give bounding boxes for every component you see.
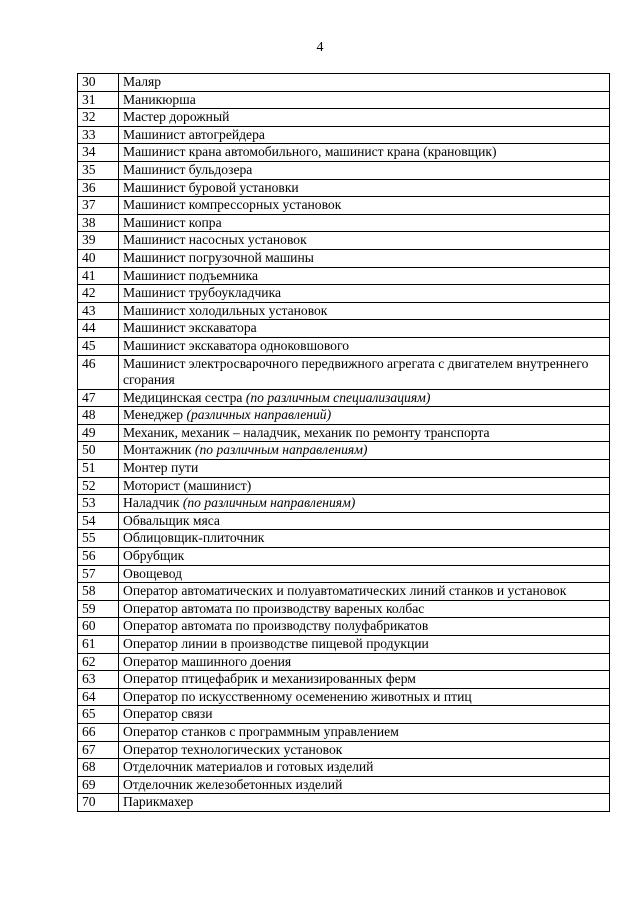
table-row xyxy=(78,600,610,618)
profession-name: Машинист экскаватора xyxy=(123,320,257,336)
profession-cell xyxy=(119,688,610,706)
profession-cell xyxy=(119,477,610,495)
table-row xyxy=(78,267,610,285)
row-number: 59 xyxy=(78,600,119,618)
table-row xyxy=(78,460,610,478)
table-row xyxy=(78,741,610,759)
table-row xyxy=(78,548,610,566)
profession-cell xyxy=(119,653,610,671)
table-row xyxy=(78,636,610,654)
table-row xyxy=(78,197,610,215)
row-number: 52 xyxy=(78,477,119,495)
profession-name: Маляр xyxy=(123,74,162,89)
row-number: 39 xyxy=(78,232,119,250)
row-number: 30 xyxy=(78,74,119,92)
profession-name: Оператор по искусственному осеменению животных и птиц xyxy=(123,688,472,704)
table-row xyxy=(78,495,610,513)
row-number: 35 xyxy=(78,161,119,179)
row-number: 68 xyxy=(78,759,119,777)
row-number: 43 xyxy=(78,302,119,320)
profession-cell xyxy=(119,530,610,548)
profession-cell xyxy=(119,285,610,303)
profession-name: Механик, механик – наладчик, механик по ремонту транспорта xyxy=(123,424,490,440)
profession-name: Машинист подъемника xyxy=(123,267,259,283)
profession-name: Машинист буровой установки xyxy=(123,179,299,195)
profession-cell xyxy=(119,759,610,777)
row-number: 41 xyxy=(78,267,119,285)
row-number: 64 xyxy=(78,688,119,706)
row-number: 44 xyxy=(78,320,119,338)
table-row xyxy=(78,424,610,442)
profession-name: Облицовщик-плиточник xyxy=(123,530,265,546)
page-number: 4 xyxy=(316,40,324,55)
table-row xyxy=(78,144,610,162)
table-row xyxy=(78,442,610,460)
row-number: 62 xyxy=(78,653,119,671)
row-number: 53 xyxy=(78,495,119,513)
table-row xyxy=(78,671,610,689)
profession-note: (различных направлений) xyxy=(186,407,332,423)
row-number: 34 xyxy=(78,144,119,162)
table-row xyxy=(78,285,610,303)
row-number: 60 xyxy=(78,618,119,636)
row-number: 49 xyxy=(78,424,119,442)
table-row xyxy=(78,355,610,389)
profession-name: Машинист копра xyxy=(123,214,222,230)
row-number: 65 xyxy=(78,706,119,724)
profession-name: Моторист (машинист) xyxy=(123,477,252,493)
profession-name: Обвальщик мяса xyxy=(123,512,220,528)
profession-cell xyxy=(119,723,610,741)
profession-note: (по различным направлениям) xyxy=(194,442,368,458)
table-row xyxy=(78,126,610,144)
profession-name: Монтажник xyxy=(123,442,192,458)
profession-cell xyxy=(119,565,610,583)
profession-name: Оператор технологических установок xyxy=(123,741,343,757)
profession-name: Машинист компрессорных установок xyxy=(123,197,342,213)
row-number: 70 xyxy=(78,794,119,812)
row-number: 54 xyxy=(78,512,119,530)
profession-cell xyxy=(119,671,610,689)
profession-name: Обрубщик xyxy=(123,548,185,564)
table-row xyxy=(78,249,610,267)
table-row xyxy=(78,161,610,179)
row-number: 50 xyxy=(78,442,119,460)
row-number: 69 xyxy=(78,776,119,794)
profession-cell xyxy=(119,407,610,425)
row-number: 56 xyxy=(78,548,119,566)
table-row xyxy=(78,109,610,127)
profession-cell xyxy=(119,424,610,442)
profession-name: Машинист автогрейдера xyxy=(123,126,265,142)
profession-cell xyxy=(119,267,610,285)
profession-cell xyxy=(119,144,610,162)
profession-cell xyxy=(119,320,610,338)
profession-cell xyxy=(119,179,610,197)
profession-cell xyxy=(119,636,610,654)
profession-cell xyxy=(119,197,610,215)
profession-note: (по различным специализациям) xyxy=(245,389,431,405)
row-number: 63 xyxy=(78,671,119,689)
profession-cell xyxy=(119,302,610,320)
row-number: 61 xyxy=(78,636,119,654)
table-row xyxy=(78,759,610,777)
table-row xyxy=(78,776,610,794)
profession-name: Машинист холодильных установок xyxy=(123,302,328,318)
table-row xyxy=(78,794,610,812)
table-row xyxy=(78,337,610,355)
row-number: 40 xyxy=(78,249,119,267)
profession-name: Оператор станков с программным управлением xyxy=(123,723,399,739)
profession-cell xyxy=(119,337,610,355)
table-row xyxy=(78,477,610,495)
profession-cell xyxy=(119,389,610,407)
row-number: 38 xyxy=(78,214,119,232)
profession-cell xyxy=(119,74,610,92)
profession-cell xyxy=(119,548,610,566)
row-number: 57 xyxy=(78,565,119,583)
row-number: 37 xyxy=(78,197,119,215)
table-row xyxy=(78,512,610,530)
table-row xyxy=(78,706,610,724)
row-number: 51 xyxy=(78,460,119,478)
profession-name: Оператор птицефабрик и механизированных ферм xyxy=(123,671,416,687)
profession-name: Отделочник материалов и готовых изделий xyxy=(123,759,374,775)
profession-name: Маникюрша xyxy=(123,91,196,107)
profession-cell xyxy=(119,460,610,478)
profession-cell xyxy=(119,618,610,636)
profession-name: Парикмахер xyxy=(123,794,194,810)
row-number: 31 xyxy=(78,91,119,109)
row-number: 66 xyxy=(78,723,119,741)
profession-cell xyxy=(119,600,610,618)
profession-name: Машинист погрузочной машины xyxy=(123,249,314,265)
row-number: 47 xyxy=(78,389,119,407)
profession-table xyxy=(77,73,610,812)
profession-name: Менеджер xyxy=(123,407,184,423)
row-number: 32 xyxy=(78,109,119,127)
profession-cell xyxy=(119,794,610,812)
profession-name: Машинист трубоукладчика xyxy=(123,285,282,301)
profession-name: Мастер дорожный xyxy=(123,109,230,125)
profession-cell xyxy=(119,232,610,250)
profession-note: (по различным направлениям) xyxy=(182,495,356,511)
table-row xyxy=(78,565,610,583)
table-row xyxy=(78,583,610,601)
profession-cell xyxy=(119,706,610,724)
profession-cell xyxy=(119,161,610,179)
row-number: 67 xyxy=(78,741,119,759)
profession-name: Машинист электросварочного передвижного агрегата с двигателем внутреннего сгорания xyxy=(123,355,589,388)
row-number: 36 xyxy=(78,179,119,197)
table-row xyxy=(78,688,610,706)
profession-name: Машинист насосных установок xyxy=(123,232,307,248)
profession-name: Оператор связи xyxy=(123,706,213,722)
row-number: 58 xyxy=(78,583,119,601)
profession-cell xyxy=(119,109,610,127)
profession-cell xyxy=(119,214,610,232)
table-row xyxy=(78,320,610,338)
table-row xyxy=(78,407,610,425)
profession-cell xyxy=(119,126,610,144)
table-row xyxy=(78,179,610,197)
profession-name: Монтер пути xyxy=(123,460,199,476)
profession-cell xyxy=(119,776,610,794)
table-row xyxy=(78,302,610,320)
profession-name: Оператор автомата по производству полуфабрикатов xyxy=(123,618,429,634)
profession-table-body xyxy=(78,74,610,812)
row-number: 48 xyxy=(78,407,119,425)
row-number: 42 xyxy=(78,285,119,303)
profession-cell xyxy=(119,355,610,389)
profession-cell xyxy=(119,741,610,759)
table-row xyxy=(78,723,610,741)
row-number: 33 xyxy=(78,126,119,144)
profession-name: Медицинская сестра xyxy=(123,389,243,405)
table-row xyxy=(78,214,610,232)
table-row xyxy=(78,389,610,407)
profession-cell xyxy=(119,495,610,513)
profession-cell xyxy=(119,512,610,530)
profession-name: Машинист бульдозера xyxy=(123,161,253,177)
profession-name: Машинист крана автомобильного, машинист крана (крановщик) xyxy=(123,144,497,160)
profession-cell xyxy=(119,91,610,109)
table-row xyxy=(78,91,610,109)
row-number: 45 xyxy=(78,337,119,355)
table-row xyxy=(78,232,610,250)
table-row xyxy=(78,74,610,92)
profession-name: Машинист экскаватора одноковшового xyxy=(123,337,350,353)
profession-cell xyxy=(119,249,610,267)
profession-name: Овощевод xyxy=(123,565,183,581)
table-row xyxy=(78,653,610,671)
table-row xyxy=(78,530,610,548)
row-number: 46 xyxy=(78,355,119,389)
profession-name: Оператор линии в производстве пищевой продукции xyxy=(123,636,429,651)
profession-name: Оператор автоматических и полуавтоматических линий станков и установок xyxy=(123,583,567,599)
profession-name: Оператор автомата по производству вареных колбас xyxy=(123,600,425,616)
profession-cell xyxy=(119,583,610,601)
profession-name: Наладчик xyxy=(123,495,180,511)
profession-name: Отделочник железобетонных изделий xyxy=(123,776,343,792)
profession-name: Оператор машинного доения xyxy=(123,653,292,669)
row-number: 55 xyxy=(78,530,119,548)
profession-cell xyxy=(119,442,610,460)
table-row xyxy=(78,618,610,636)
